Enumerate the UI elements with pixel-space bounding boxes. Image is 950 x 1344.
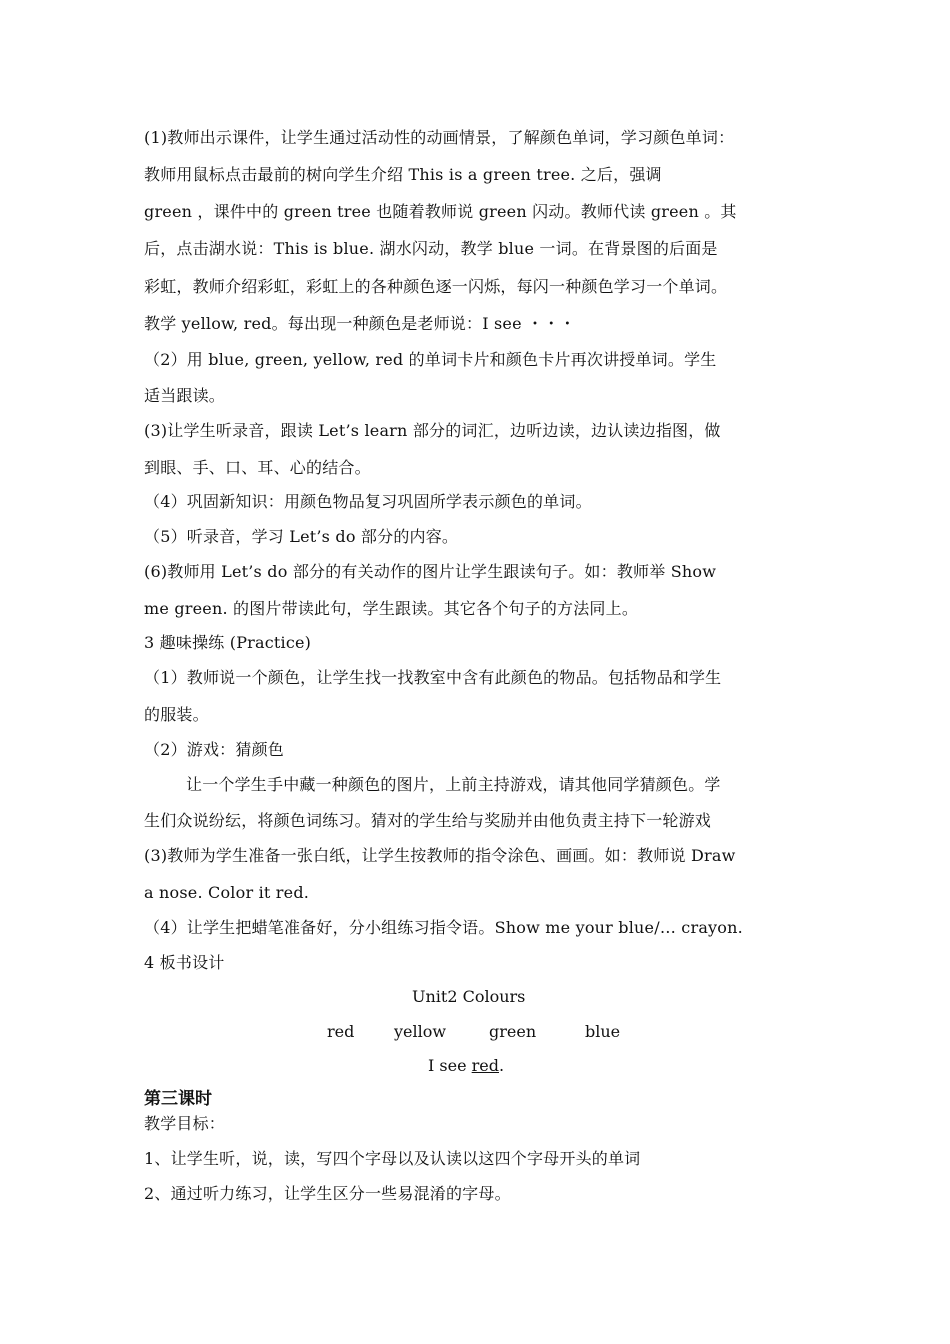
practice-1-line-1: （1）教师说一个颜色，让学生找一找教室中含有此颜色的物品。包括物品和学生: [144, 668, 722, 687]
paragraph-3-line-2: 到眼、手、口、耳、心的结合。: [144, 458, 371, 477]
board-color-red: red: [327, 1022, 355, 1041]
board-color-yellow: yellow: [394, 1022, 447, 1041]
practice-2-line-2: 让一个学生手中藏一种颜色的图片，上前主持游戏，请其他同学猜颜色。学: [186, 775, 721, 794]
lesson-3-heading: 第三课时: [144, 1089, 212, 1109]
practice-1-line-2: 的服装。: [144, 705, 209, 724]
board-color-green: green: [489, 1022, 537, 1041]
board-sentence-suffix: .: [499, 1056, 505, 1075]
board-title: Unit2 Colours: [412, 987, 526, 1006]
practice-4-line-1: （4）让学生把蜡笔准备好，分小组练习指令语。Show me your blue/… crayon.: [144, 918, 743, 937]
section-4-title: 4 板书设计: [144, 953, 225, 972]
paragraph-1-line-6: 教学 yellow, red。每出现一种颜色是老师说：I see ・・・: [144, 314, 576, 333]
board-sentence: [428, 1056, 504, 1076]
practice-3-line-1: (3)教师为学生准备一张白纸，让学生按教师的指令涂色、画画。如：教师说 Draw: [144, 846, 736, 865]
paragraph-1-line-2: 教师用鼠标点击最前的树向学生介绍 This is a green tree. 之后，强调: [144, 165, 662, 184]
paragraph-2-line-1: （2）用 blue, green, yellow, red 的单词卡片和颜色卡片再次讲授单词。学生: [144, 350, 717, 369]
teaching-goal-2: 2、通过听力练习，让学生区分一些易混淆的字母。: [144, 1184, 511, 1203]
paragraph-2-line-2: 适当跟读。: [144, 386, 226, 405]
paragraph-1-line-4: 后，点击湖水说：This is blue. 湖水闪动，教学 blue 一词。在背景图的后面是: [144, 239, 718, 258]
board-sentence-prefix: I see: [428, 1056, 472, 1075]
paragraph-6-line-2: me green. 的图片带读此句，学生跟读。其它各个句子的方法同上。: [144, 599, 639, 618]
practice-2-line-3: 生们众说纷纭，将颜色词练习。猜对的学生给与奖励并由他负责主持下一轮游戏: [144, 811, 712, 830]
teaching-goals-label: 教学目标：: [144, 1114, 226, 1133]
paragraph-3-line-1: (3)让学生听录音，跟读 Let’s learn 部分的词汇，边听边读，边认读边指图，做: [144, 421, 721, 440]
practice-3-line-2: a nose. Color it red.: [144, 883, 310, 902]
paragraph-4-line-1: （4）巩固新知识：用颜色物品复习巩固所学表示颜色的单词。: [144, 492, 592, 511]
paragraph-6-line-1: (6)教师用 Let’s do 部分的有关动作的图片让学生跟读句子。如：教师举 Show: [144, 562, 717, 581]
paragraph-1-line-3: green ，课件中的 green tree 也随着教师说 green 闪动。教师代读 green 。其: [144, 202, 737, 221]
board-sentence-word: red: [471, 1056, 499, 1075]
section-3-title: 3 趣味操练 (Practice): [144, 633, 312, 652]
paragraph-1-line-5: 彩虹，教师介绍彩虹，彩虹上的各种颜色逐一闪烁，每闪一种颜色学习一个单词。: [144, 277, 728, 296]
teaching-goal-1: 1、让学生听，说，读，写四个字母以及认读以这四个字母开头的单词: [144, 1149, 641, 1168]
paragraph-5-line-1: （5）听录音，学习 Let’s do 部分的内容。: [144, 527, 459, 546]
paragraph-1-line-1: (1)教师出示课件，让学生通过活动性的动画情景，了解颜色单词，学习颜色单词：: [144, 128, 735, 147]
board-color-blue: blue: [585, 1022, 621, 1041]
practice-2-line-1: （2）游戏：猜颜色: [144, 740, 284, 759]
